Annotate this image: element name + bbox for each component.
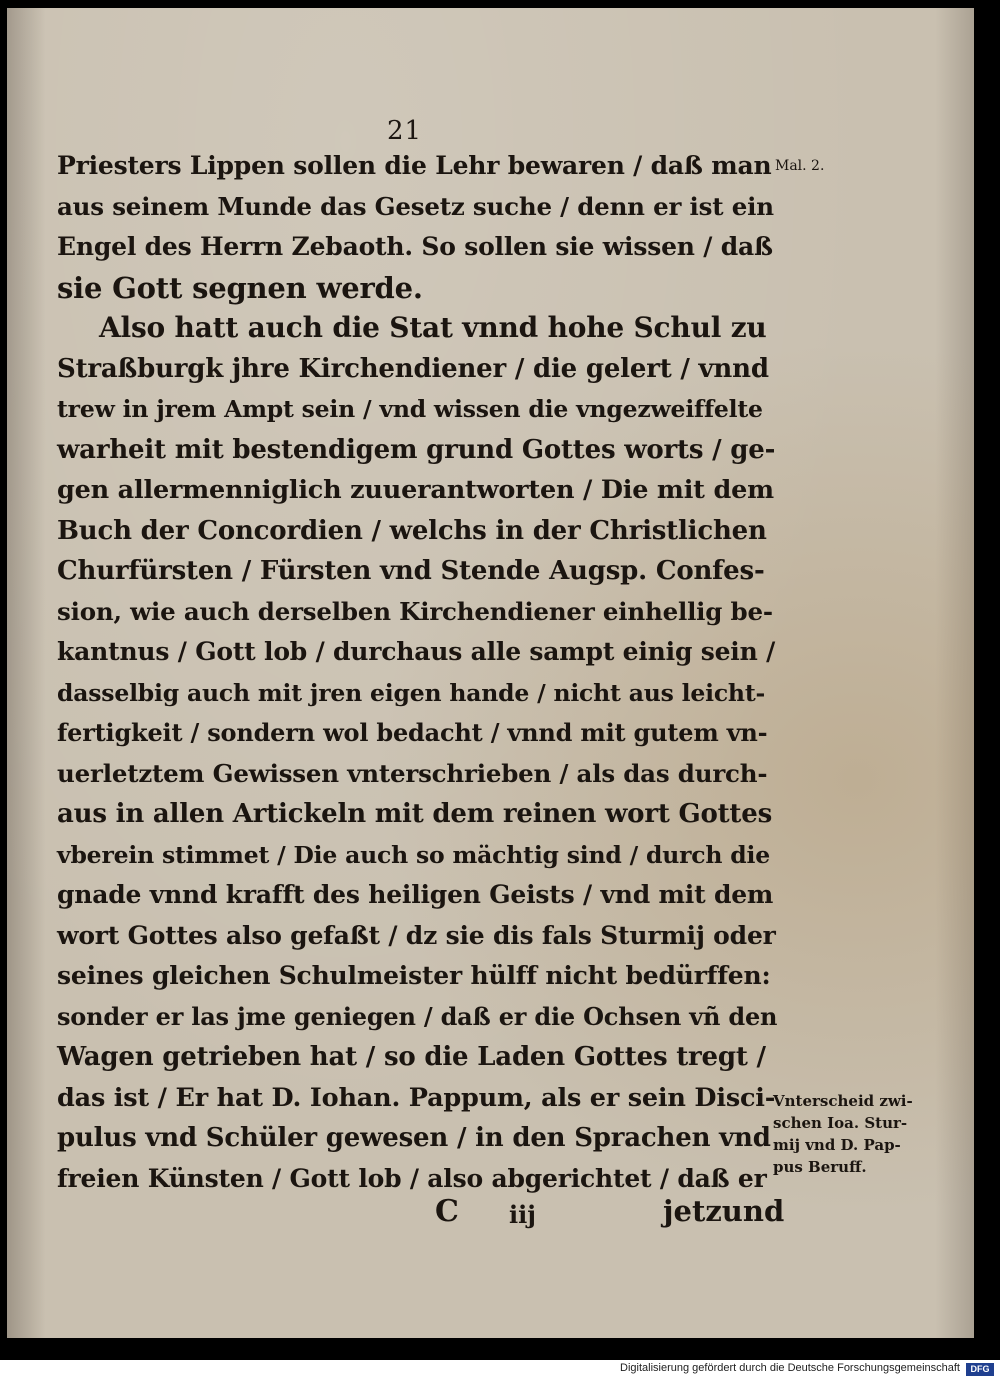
text-line: Churfürsten / Fürsten vnd Stende Augsp. Confes- [57, 556, 765, 586]
text-line: dasselbig auch mit jren eigen hande / nicht aus leicht- [57, 678, 766, 707]
text-line: seines gleichen Schulmeister hülff nicht bedürffen: [57, 961, 771, 990]
page-number: 21 [387, 116, 423, 146]
text-line: Wagen getrieben hat / so die Laden Gottes tregt / [57, 1042, 766, 1072]
text-line: das ist / Er hat D. Iohan. Pappum, als er sein Disci- [57, 1082, 776, 1113]
text-line: kantnus / Gott lob / durchaus alle sampt einig sein / [57, 637, 776, 666]
text-line: sion, wie auch derselben Kirchendiener einhellig be- [57, 596, 773, 626]
text-line: Also hatt auch die Stat vnnd hohe Schul zu [99, 311, 767, 344]
text-line: Buch der Concordien / welchs in der Christlichen [57, 515, 767, 546]
margin-note-line: pus Beruff. [773, 1158, 867, 1176]
book-page [7, 8, 974, 1338]
text-line: uerletztem Gewissen vnterschrieben / als das durch- [57, 758, 768, 788]
text-line: aus in allen Artickeln mit dem reinen wort Gottes [57, 799, 773, 829]
text-line: Priesters Lippen sollen die Lehr bewaren / daß man [57, 151, 772, 180]
margin-note-line: schen Ioa. Stur- [773, 1114, 908, 1132]
text-line: warheit mit bestendigem grund Gottes worts / ge- [57, 434, 776, 465]
text-line: wort Gottes also gefaßt / dz sie dis fals Sturmij oder [57, 920, 776, 950]
margin-note [773, 1090, 913, 1178]
footer-credit: Digitalisierung gefördert durch die Deutsche Forschungsgemeinschaft [620, 1362, 960, 1374]
body-text [57, 146, 777, 1199]
text-line: vberein stimmet / Die auch so mächtig sind / durch die [57, 840, 770, 869]
text-line: Straßburgk jhre Kirchendiener / die gelert / vnnd [57, 353, 769, 384]
text-line: sonder er las jme geniegen / daß er die Ochsen vñ den [57, 1001, 778, 1031]
text-line: sie Gott segnen werde. [57, 270, 423, 305]
margin-reference: Mal. 2. [775, 158, 825, 174]
text-line: trew in jrem Ampt sein / vnd wissen die vngezweiffelte [57, 395, 763, 423]
text-line: gnade vnnd krafft des heiligen Geists / vnd mit dem [57, 880, 774, 909]
text-line: aus seinem Munde das Gesetz suche / denn er ist ein [57, 191, 774, 221]
text-line: Engel des Herrn Zebaoth. So sollen sie wissen / daß [57, 232, 773, 261]
text-line: pulus vnd Schüler gewesen / in den Sprachen vnd [57, 1123, 771, 1153]
dfg-logo: DFG [966, 1363, 994, 1376]
text-line: gen allermenniglich zuuerantworten / Die mit dem [57, 475, 774, 505]
margin-note-line: Vnterscheid zwi- [773, 1092, 913, 1110]
footer-bar [0, 1360, 1000, 1380]
signature-mark: C [435, 1194, 459, 1229]
text-line: freien Künsten / Gott lob / also abgerichtet / daß er [57, 1163, 767, 1193]
margin-note-line: mij vnd D. Pap- [773, 1136, 901, 1154]
text-line: fertigkeit / sondern wol bedacht / vnnd mit gutem vn- [57, 718, 768, 747]
signature-number: iij [509, 1200, 536, 1229]
catchword: jetzund [663, 1194, 785, 1228]
